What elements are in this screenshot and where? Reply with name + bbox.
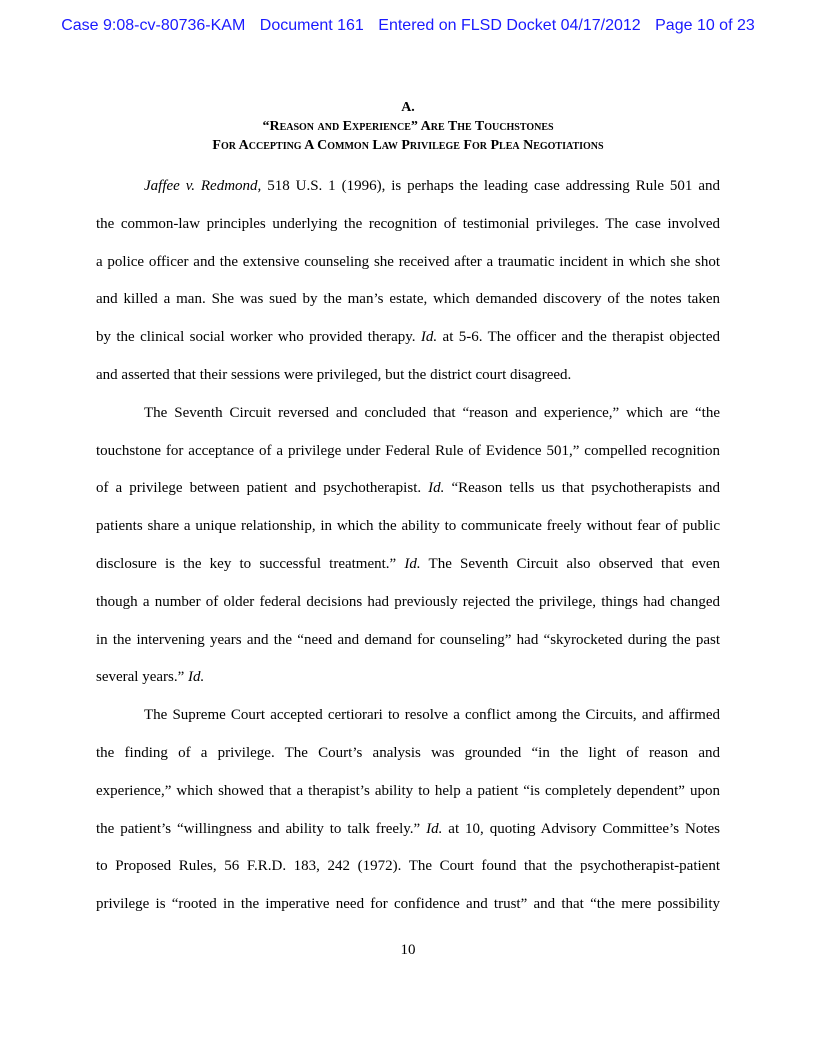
text-line	[96, 470, 720, 508]
text-line: and asserted that their sessions were privileged, but the district court disagreed.	[96, 366, 572, 383]
text-line: to Proposed Rules, 56 F.R.D. 183, 242 (1972). The Court found that the psychotherapist-patient	[96, 858, 720, 875]
text-segment: 518 U.S. 1 (1996)	[261, 178, 382, 194]
text-line: The Seventh Circuit reversed and concluded that “reason and experience,” which are “the	[144, 404, 720, 421]
text-line	[96, 546, 720, 584]
text-segment: ,	[381, 178, 386, 194]
entered-date: Entered on FLSD Docket 04/17/2012	[378, 17, 641, 34]
heading-line-2: For Accepting A Common Law Privilege For Plea Negotiations	[212, 138, 604, 153]
heading-line-1: “Reason and Experience” Are The Touchstones	[262, 119, 554, 134]
text-line	[96, 168, 720, 206]
citation-italic: Id.	[188, 669, 205, 686]
text-line: the common-law principles underlying the recognition of testimonial privileges. The case involved	[96, 215, 720, 232]
text-line: a police officer and the extensive counseling she received after a traumatic incident in which she shot	[96, 253, 720, 270]
text-segment: is perhaps the leading case addressing Rule 501 and	[385, 178, 720, 194]
page-of-total: Page 10 of 23	[655, 17, 755, 34]
text-line: privilege is “rooted in the imperative need for confidence and trust” and that “the mere possibility	[96, 896, 720, 913]
paragraph	[96, 697, 720, 924]
paragraph	[96, 395, 720, 697]
text-segment: The Seventh Circuit also observed that even	[420, 555, 721, 572]
text-segment: “Reason tells us that psychotherapists and	[444, 480, 720, 497]
text-line: in the intervening years and the “need and demand for counseling” had “skyrocketed during the past	[96, 631, 720, 648]
text-segment: at 10, quoting Advisory Committee’s Notes	[442, 820, 720, 837]
section-letter: A.	[401, 100, 415, 115]
case-number: Case 9:08-cv-80736-KAM	[61, 17, 246, 34]
citation-italic: Id.	[426, 820, 443, 837]
citation-italic: Jaffee v. Redmond,	[144, 178, 262, 194]
text-line: though a number of older federal decisions had previously rejected the privilege, things had changed	[96, 593, 720, 610]
text-line: The Supreme Court accepted certiorari to resolve a conflict among the Circuits, and affirmed	[144, 707, 720, 724]
text-line	[96, 811, 720, 849]
citation-italic: Id.	[428, 480, 445, 497]
text-segment: of a privilege between patient and psychotherapist.	[96, 480, 429, 497]
docket-header	[0, 17, 816, 35]
text-line: and killed a man. She was sued by the man’s estate, which demanded discovery of the notes taken	[96, 291, 720, 308]
text-segment: at 5-6. The officer and the therapist objected	[437, 329, 721, 346]
text-line	[96, 659, 720, 697]
text-segment: by the clinical social worker who provided therapy.	[96, 329, 421, 346]
text-line: the finding of a privilege. The Court’s analysis was grounded “in the light of reason and	[96, 744, 720, 761]
text-line: patients share a unique relationship, in which the ability to communicate freely without fear of public	[96, 518, 720, 535]
text-line: experience,” which showed that a therapist’s ability to help a patient “is completely dependent” upon	[96, 782, 720, 799]
text-line	[96, 319, 720, 357]
text-line: touchstone for acceptance of a privilege under Federal Rule of Evidence 501,” compelled recognition	[96, 442, 720, 459]
text-segment: several years.”	[96, 669, 189, 686]
paragraph	[96, 168, 720, 395]
section-heading	[0, 98, 816, 155]
document-number: Document 161	[259, 17, 364, 34]
text-segment: the patient’s “willingness and ability to talk freely.”	[96, 820, 427, 837]
text-segment: disclosure is the key to successful treatment.”	[96, 555, 405, 572]
page-number: 10	[400, 942, 416, 958]
body-text	[96, 168, 720, 924]
citation-italic: Id.	[420, 329, 438, 346]
citation-italic: Id.	[404, 555, 421, 572]
